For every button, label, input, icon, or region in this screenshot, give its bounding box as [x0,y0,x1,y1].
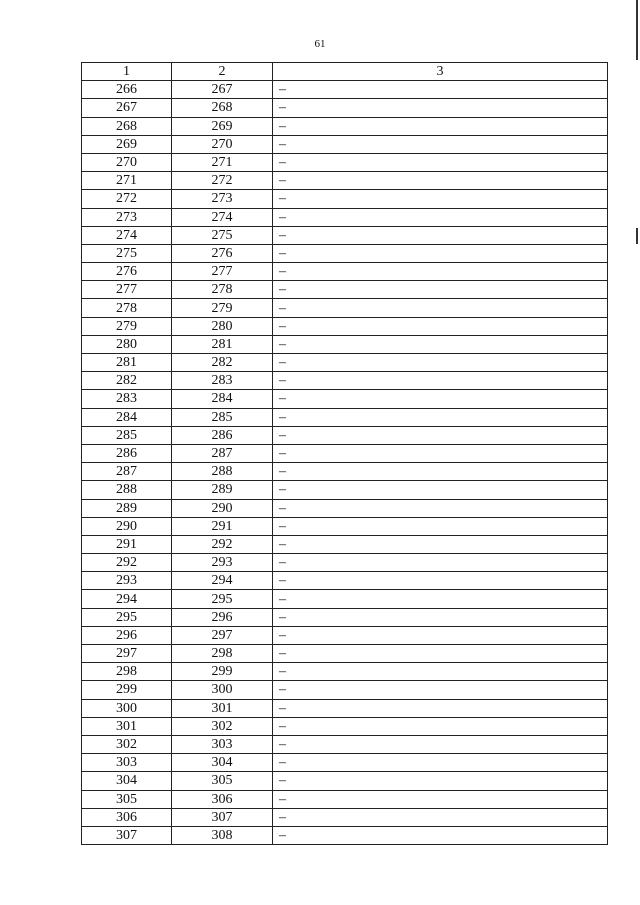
cell-col-1: 289 [82,499,172,517]
cell-col-2: 272 [172,172,273,190]
cell-col-3: – [273,481,608,499]
cell-col-1: 279 [82,317,172,335]
table-row [82,226,608,244]
cell-col-1: 283 [82,390,172,408]
table-row [82,99,608,117]
cell-col-3: – [273,681,608,699]
cell-col-3: – [273,517,608,535]
table-row [82,572,608,590]
cell-col-1: 304 [82,772,172,790]
cell-col-3: – [273,390,608,408]
cell-col-3: – [273,99,608,117]
table-row [82,317,608,335]
column-header-1: 1 [82,63,172,81]
cell-col-2: 273 [172,190,273,208]
cell-col-1: 293 [82,572,172,590]
cell-col-3: – [273,645,608,663]
cell-col-1: 298 [82,663,172,681]
cell-col-2: 280 [172,317,273,335]
cell-col-1: 307 [82,826,172,844]
table-row [82,790,608,808]
cell-col-2: 279 [172,299,273,317]
table-row [82,681,608,699]
cell-col-3: – [273,408,608,426]
cell-col-2: 274 [172,208,273,226]
cell-col-3: – [273,499,608,517]
table-row [82,390,608,408]
cell-col-1: 270 [82,153,172,171]
cell-col-2: 282 [172,354,273,372]
table-row [82,772,608,790]
table-row [82,517,608,535]
cell-col-3: – [273,372,608,390]
cell-col-3: – [273,317,608,335]
cell-col-1: 277 [82,281,172,299]
cell-col-3: – [273,281,608,299]
table-row [82,608,608,626]
table-header-row [82,63,608,81]
cell-col-3: – [273,790,608,808]
cell-col-3: – [273,754,608,772]
cell-col-2: 300 [172,681,273,699]
scan-edge-mark [636,228,638,244]
cell-col-2: 271 [172,153,273,171]
cell-col-2: 294 [172,572,273,590]
table-row [82,244,608,262]
cell-col-1: 297 [82,645,172,663]
cell-col-1: 287 [82,463,172,481]
table-row [82,426,608,444]
cell-col-2: 303 [172,735,273,753]
cell-col-3: – [273,153,608,171]
cell-col-2: 299 [172,663,273,681]
table-row [82,153,608,171]
cell-col-1: 294 [82,590,172,608]
scan-edge-mark [636,0,638,60]
table-row [82,735,608,753]
cell-col-2: 290 [172,499,273,517]
cell-col-1: 303 [82,754,172,772]
cell-col-1: 282 [82,372,172,390]
cell-col-2: 281 [172,335,273,353]
cell-col-2: 292 [172,535,273,553]
cell-col-2: 277 [172,263,273,281]
cell-col-2: 295 [172,590,273,608]
cell-col-1: 284 [82,408,172,426]
cell-col-3: – [273,808,608,826]
cell-col-2: 283 [172,372,273,390]
cell-col-1: 290 [82,517,172,535]
cell-col-1: 266 [82,81,172,99]
table-row [82,281,608,299]
cell-col-2: 301 [172,699,273,717]
table-row [82,172,608,190]
table-row [82,754,608,772]
column-header-3: 3 [273,63,608,81]
cell-col-2: 289 [172,481,273,499]
cell-col-2: 305 [172,772,273,790]
cell-col-2: 275 [172,226,273,244]
cell-col-1: 295 [82,608,172,626]
cell-col-2: 308 [172,826,273,844]
cell-col-1: 306 [82,808,172,826]
cell-col-2: 307 [172,808,273,826]
cell-col-1: 302 [82,735,172,753]
table-row [82,208,608,226]
cell-col-2: 304 [172,754,273,772]
table-row [82,590,608,608]
table-row [82,699,608,717]
cell-col-1: 271 [82,172,172,190]
cell-col-1: 280 [82,335,172,353]
cell-col-1: 269 [82,135,172,153]
cell-col-3: – [273,172,608,190]
cell-col-3: – [273,535,608,553]
table-row [82,190,608,208]
cell-col-1: 286 [82,444,172,462]
cell-col-3: – [273,463,608,481]
cell-col-3: – [273,572,608,590]
cell-col-1: 285 [82,426,172,444]
cell-col-2: 296 [172,608,273,626]
cell-col-1: 272 [82,190,172,208]
cell-col-2: 267 [172,81,273,99]
cell-col-2: 297 [172,626,273,644]
table-row [82,299,608,317]
table-row [82,372,608,390]
table-row [82,135,608,153]
cell-col-2: 298 [172,645,273,663]
cell-col-3: – [273,81,608,99]
cell-col-3: – [273,608,608,626]
table-row [82,335,608,353]
table-row [82,117,608,135]
cell-col-1: 291 [82,535,172,553]
cell-col-2: 285 [172,408,273,426]
cell-col-3: – [273,354,608,372]
cell-col-1: 268 [82,117,172,135]
cell-col-3: – [273,335,608,353]
table-row [82,81,608,99]
table-row [82,808,608,826]
cell-col-1: 305 [82,790,172,808]
cell-col-2: 270 [172,135,273,153]
cell-col-3: – [273,244,608,262]
cell-col-1: 278 [82,299,172,317]
data-table [81,62,608,845]
page-number: 61 [314,38,326,50]
table-row [82,263,608,281]
cell-col-2: 276 [172,244,273,262]
table-row [82,535,608,553]
table-row [82,554,608,572]
cell-col-3: – [273,135,608,153]
table-row [82,499,608,517]
cell-col-3: – [273,208,608,226]
cell-col-1: 281 [82,354,172,372]
table-row [82,463,608,481]
cell-col-3: – [273,426,608,444]
cell-col-3: – [273,699,608,717]
cell-col-2: 269 [172,117,273,135]
table-row [82,408,608,426]
cell-col-3: – [273,190,608,208]
cell-col-3: – [273,626,608,644]
cell-col-1: 275 [82,244,172,262]
cell-col-3: – [273,226,608,244]
table-row [82,481,608,499]
cell-col-2: 288 [172,463,273,481]
cell-col-3: – [273,263,608,281]
cell-col-2: 293 [172,554,273,572]
cell-col-2: 278 [172,281,273,299]
cell-col-3: – [273,299,608,317]
column-header-2: 2 [172,63,273,81]
cell-col-3: – [273,717,608,735]
cell-col-2: 286 [172,426,273,444]
cell-col-1: 300 [82,699,172,717]
cell-col-2: 291 [172,517,273,535]
cell-col-1: 274 [82,226,172,244]
cell-col-2: 284 [172,390,273,408]
cell-col-3: – [273,590,608,608]
table-body [82,81,608,845]
cell-col-1: 299 [82,681,172,699]
cell-col-3: – [273,826,608,844]
cell-col-3: – [273,772,608,790]
cell-col-3: – [273,554,608,572]
table-row [82,354,608,372]
cell-col-3: – [273,735,608,753]
cell-col-3: – [273,444,608,462]
table-row [82,663,608,681]
cell-col-1: 296 [82,626,172,644]
table-row [82,826,608,844]
cell-col-3: – [273,663,608,681]
cell-col-2: 287 [172,444,273,462]
cell-col-3: – [273,117,608,135]
cell-col-1: 288 [82,481,172,499]
cell-col-1: 273 [82,208,172,226]
table-row [82,444,608,462]
cell-col-1: 276 [82,263,172,281]
cell-col-2: 302 [172,717,273,735]
cell-col-2: 306 [172,790,273,808]
cell-col-1: 301 [82,717,172,735]
table-row [82,717,608,735]
table-row [82,626,608,644]
table-row [82,645,608,663]
cell-col-2: 268 [172,99,273,117]
cell-col-1: 292 [82,554,172,572]
cell-col-1: 267 [82,99,172,117]
